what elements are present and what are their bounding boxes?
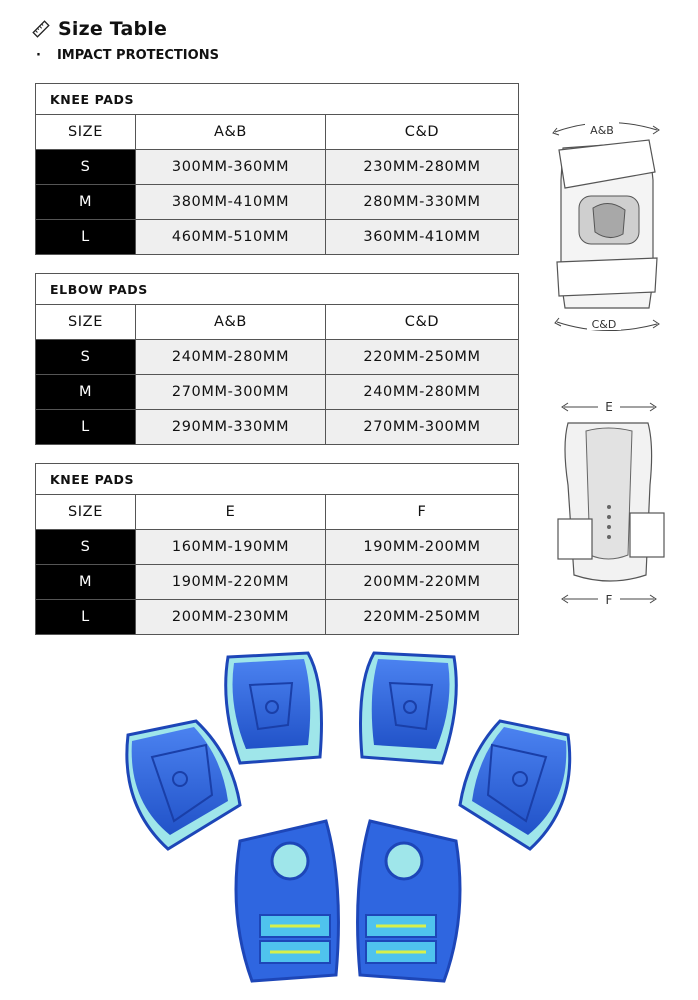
column-header: C&D bbox=[326, 115, 519, 150]
table-row bbox=[36, 565, 519, 600]
table-row bbox=[36, 600, 519, 635]
vent-hole bbox=[607, 535, 611, 539]
column-header: SIZE bbox=[36, 305, 136, 340]
value-cell: 360MM-410MM bbox=[326, 220, 519, 255]
table-row bbox=[36, 530, 519, 565]
pad-measurement-diagram bbox=[545, 110, 675, 345]
value-cell: 220MM-250MM bbox=[326, 600, 519, 635]
size-cell: M bbox=[36, 375, 136, 410]
column-header: A&B bbox=[136, 305, 326, 340]
page-title: Size Table bbox=[58, 18, 168, 40]
size-cell: M bbox=[36, 565, 136, 600]
table-row bbox=[36, 150, 519, 185]
table-caption: KNEE PADS bbox=[36, 464, 519, 495]
size-table-knee-ab-cd bbox=[35, 83, 519, 255]
bullet-dot: · bbox=[36, 48, 41, 63]
wrist-guard-left bbox=[236, 821, 338, 981]
value-cell: 190MM-220MM bbox=[136, 565, 326, 600]
value-cell: 240MM-280MM bbox=[326, 375, 519, 410]
table-caption: ELBOW PADS bbox=[36, 274, 519, 305]
elbow-pad-right bbox=[361, 653, 457, 763]
measure-label-top: A&B bbox=[590, 124, 614, 137]
column-header: SIZE bbox=[36, 495, 136, 530]
guard-left-strap bbox=[558, 519, 592, 559]
value-cell: 270MM-300MM bbox=[326, 410, 519, 445]
column-header: E bbox=[136, 495, 326, 530]
guard-right-strap bbox=[630, 513, 664, 557]
size-cell: S bbox=[36, 340, 136, 375]
measure-label-bottom: F bbox=[605, 593, 613, 607]
size-cell: M bbox=[36, 185, 136, 220]
page-subtitle-row bbox=[36, 48, 219, 63]
value-cell: 460MM-510MM bbox=[136, 220, 326, 255]
column-header: C&D bbox=[326, 305, 519, 340]
value-cell: 290MM-330MM bbox=[136, 410, 326, 445]
size-cell: L bbox=[36, 600, 136, 635]
wrist-guard-right bbox=[358, 821, 460, 981]
value-cell: 270MM-300MM bbox=[136, 375, 326, 410]
column-header: F bbox=[326, 495, 519, 530]
guard-splint bbox=[586, 428, 632, 559]
table-row bbox=[36, 340, 519, 375]
value-cell: 200MM-230MM bbox=[136, 600, 326, 635]
value-cell: 190MM-200MM bbox=[326, 530, 519, 565]
vent-hole bbox=[607, 525, 611, 529]
size-cell: S bbox=[36, 530, 136, 565]
table-row bbox=[36, 185, 519, 220]
value-cell: 300MM-360MM bbox=[136, 150, 326, 185]
elbow-pad-left bbox=[226, 653, 322, 763]
value-cell: 230MM-280MM bbox=[326, 150, 519, 185]
ruler-icon bbox=[32, 20, 50, 38]
table-row bbox=[36, 375, 519, 410]
page-subtitle: IMPACT PROTECTIONS bbox=[56, 48, 219, 63]
size-cell: L bbox=[36, 410, 136, 445]
measure-label-bottom: C&D bbox=[591, 318, 617, 331]
value-cell: 160MM-190MM bbox=[136, 530, 326, 565]
table-row bbox=[36, 410, 519, 445]
size-table-elbow bbox=[35, 273, 519, 445]
value-cell: 220MM-250MM bbox=[326, 340, 519, 375]
column-header: SIZE bbox=[36, 115, 136, 150]
pad-cap-inner bbox=[593, 203, 625, 237]
value-cell: 380MM-410MM bbox=[136, 185, 326, 220]
column-header: A&B bbox=[136, 115, 326, 150]
vent-hole bbox=[607, 505, 611, 509]
knee-pad-right bbox=[460, 721, 570, 849]
table-caption: KNEE PADS bbox=[36, 84, 519, 115]
measure-label-top: E bbox=[605, 400, 613, 414]
page-header bbox=[32, 18, 167, 40]
value-cell: 280MM-330MM bbox=[326, 185, 519, 220]
value-cell: 200MM-220MM bbox=[326, 565, 519, 600]
size-cell: L bbox=[36, 220, 136, 255]
wrist-measurement-diagram bbox=[550, 395, 670, 610]
product-photo bbox=[100, 645, 600, 990]
size-cell: S bbox=[36, 150, 136, 185]
pad-lower-strap bbox=[557, 258, 657, 296]
knee-pad-left bbox=[127, 721, 240, 849]
value-cell: 240MM-280MM bbox=[136, 340, 326, 375]
size-table-knee-e-f bbox=[35, 463, 519, 635]
vent-hole bbox=[607, 515, 611, 519]
table-row bbox=[36, 220, 519, 255]
